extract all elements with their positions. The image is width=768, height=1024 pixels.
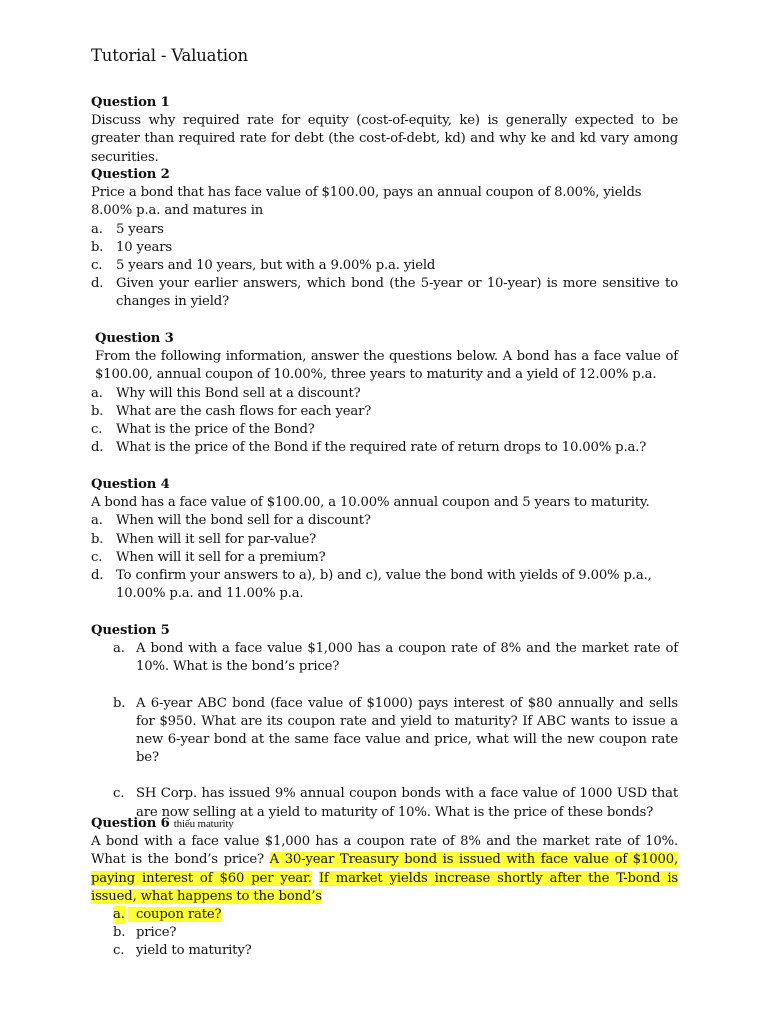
question-6-note: thiếu maturity [173,818,234,830]
question-5-heading: Question 5 [91,623,170,638]
list-item: b. 10 years [91,239,172,255]
list-item: d. Given your earlier answers, which bond (the 5-year or 10-year) is more sensitive to changes in yield? [91,276,678,310]
list-item: a. coupon rate? [91,906,678,924]
list-item: c. When will it sell for a premium? [91,549,326,565]
list-item: d. To confirm your answers to a), b) and c), value the bond with yields of 9.00% p.a., 10.00% p.a. and 11.00% p.a. [91,568,652,602]
question-4-text: A bond has a face value of $100.00, a 10.00% annual coupon and 5 years to maturity. [91,495,650,511]
question-1 [91,94,678,167]
highlighted-text: A 30-year Treasury bond is issued with face value of $1000, paying interest of $60 per year. [91,852,678,886]
question-1-text: Discuss why required rate for equity (cost-of-equity, ke) is generally expected to be greater than required rate for debt (the cost-of-debt, kd) and why ke and kd vary among securities. [91,113,678,165]
list-item: a. A bond with a face value $1,000 has a coupon rate of 8% and the market rate of 10%. What is the bond’s price? [113,641,678,675]
list-item: a. Why will this Bond sell at a discount? [91,385,361,401]
list-item: c. What is the price of the Bond? [91,422,315,438]
question-6 [91,815,678,961]
question-2-text: Price a bond that has face value of $100.00, pays an annual coupon of 8.00%, yields 8.00% p.a. and matures in [91,185,642,219]
list-item: b. A 6-year ABC bond (face value of $1000) pays interest of $80 annually and sells for $950. What are its coupon rate and yield to maturity? If ABC wants to issue a new 6-year bond at the same face value and price, what will the new coupon rate be? [113,695,678,766]
list-item: a. 5 years [91,221,164,237]
list-item: c. yield to maturity? [113,943,252,959]
list-item: a. When will the bond sell for a discount? [91,513,371,529]
question-6-heading: Question 6 [91,816,170,831]
question-2-heading: Question 2 [91,167,170,182]
question-1-heading: Question 1 [91,95,170,110]
list-item: b. price? [113,925,177,941]
question-4 [91,476,678,603]
highlighted-text: If market yields increase shortly after the T-bond is issued, what happens to the bond’s [91,870,678,904]
question-6-text: A bond with a face value $1,000 has a coupon rate of 8% and the market rate of 10%. What is the bond’s price? A 30-year Treasury bond is issued with face value of $1000, paying interest of $60 per year. If market yields increase shortly after the T-bond is issued, what happens to the bond’s [91,834,678,904]
list-item: c. SH Corp. has issued 9% annual coupon bonds with a face value of 1000 USD that are now selling at a yield to maturity of 10%. What is the price of these bonds? [113,786,678,820]
list-item: b. When will it sell for par-value? [91,531,317,547]
list-item: d. What is the price of the Bond if the required rate of return drops to 10.00% p.a.? [91,440,647,456]
document-title: Tutorial - Valuation [91,46,248,65]
question-2 [91,166,678,312]
question-4-heading: Question 4 [91,477,170,492]
question-5 [91,622,678,822]
list-item: c. 5 years and 10 years, but with a 9.00% p.a. yield [91,258,436,274]
question-3-text: From the following information, answer the questions below. A bond has a face value of $100.00, annual coupon of 10.00%, three years to maturity and a yield of 12.00% p.a. [95,349,678,383]
list-item: b. What are the cash flows for each year? [91,403,372,419]
question-3 [91,330,678,457]
question-3-heading: Question 3 [95,331,174,346]
question-6-header [91,815,678,833]
